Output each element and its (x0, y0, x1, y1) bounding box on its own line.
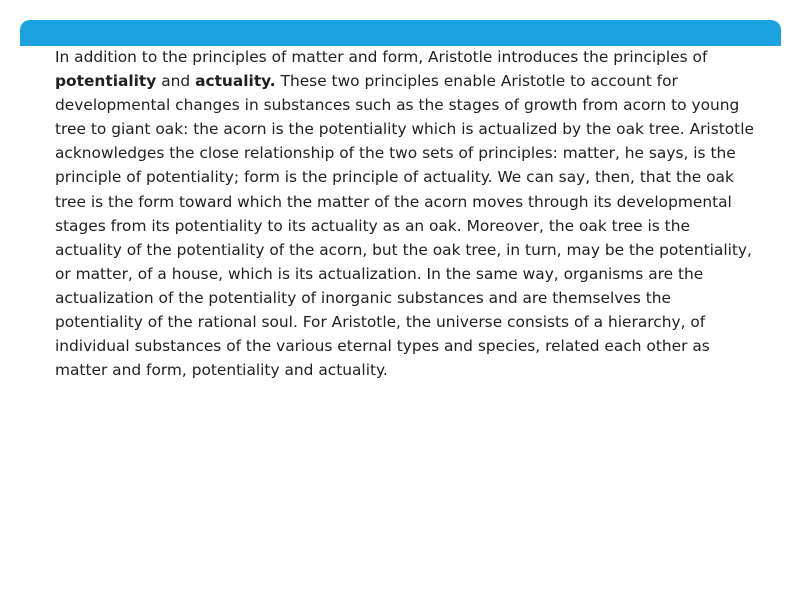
body-paragraph (55, 45, 760, 382)
term-actuality: actuality. (195, 72, 276, 91)
term-potentiality: potentiality (55, 72, 157, 91)
paragraph-text-1: In addition to the principles of matter and form, Aristotle introduces the principles of (55, 48, 708, 66)
paragraph-text-2: and (156, 72, 196, 91)
header-accent-bar (20, 20, 781, 46)
paragraph-text-3: These two principles enable Aristotle to account for developmental changes in substances such as the stages of growth from acorn to young tree to giant oak: the acorn is the potentiality which is actualized by the oak tree. Aristotle acknowledges the close relationship of the two sets of principles: matter, he says, is the principle of potentiality; form is the principle of actuality. We can say, then, that the oak tree is the form toward which the matter of the acorn moves through its developmental stages from its potentiality to its actuality as an oak. Moreover, the oak tree is the actuality of the potentiality of the acorn, but the oak tree, in turn, may be the potentiality, or matter, of a house, which is its actualization. In the same way, organisms are the actualization of the potentiality of inorganic substances and are themselves the potentiality of the rational soul. For Aristotle, the universe consists of a hierarchy, of individual substances of the various eternal types and species, related each other as matter and form, potentiality and actuality. (55, 72, 754, 380)
